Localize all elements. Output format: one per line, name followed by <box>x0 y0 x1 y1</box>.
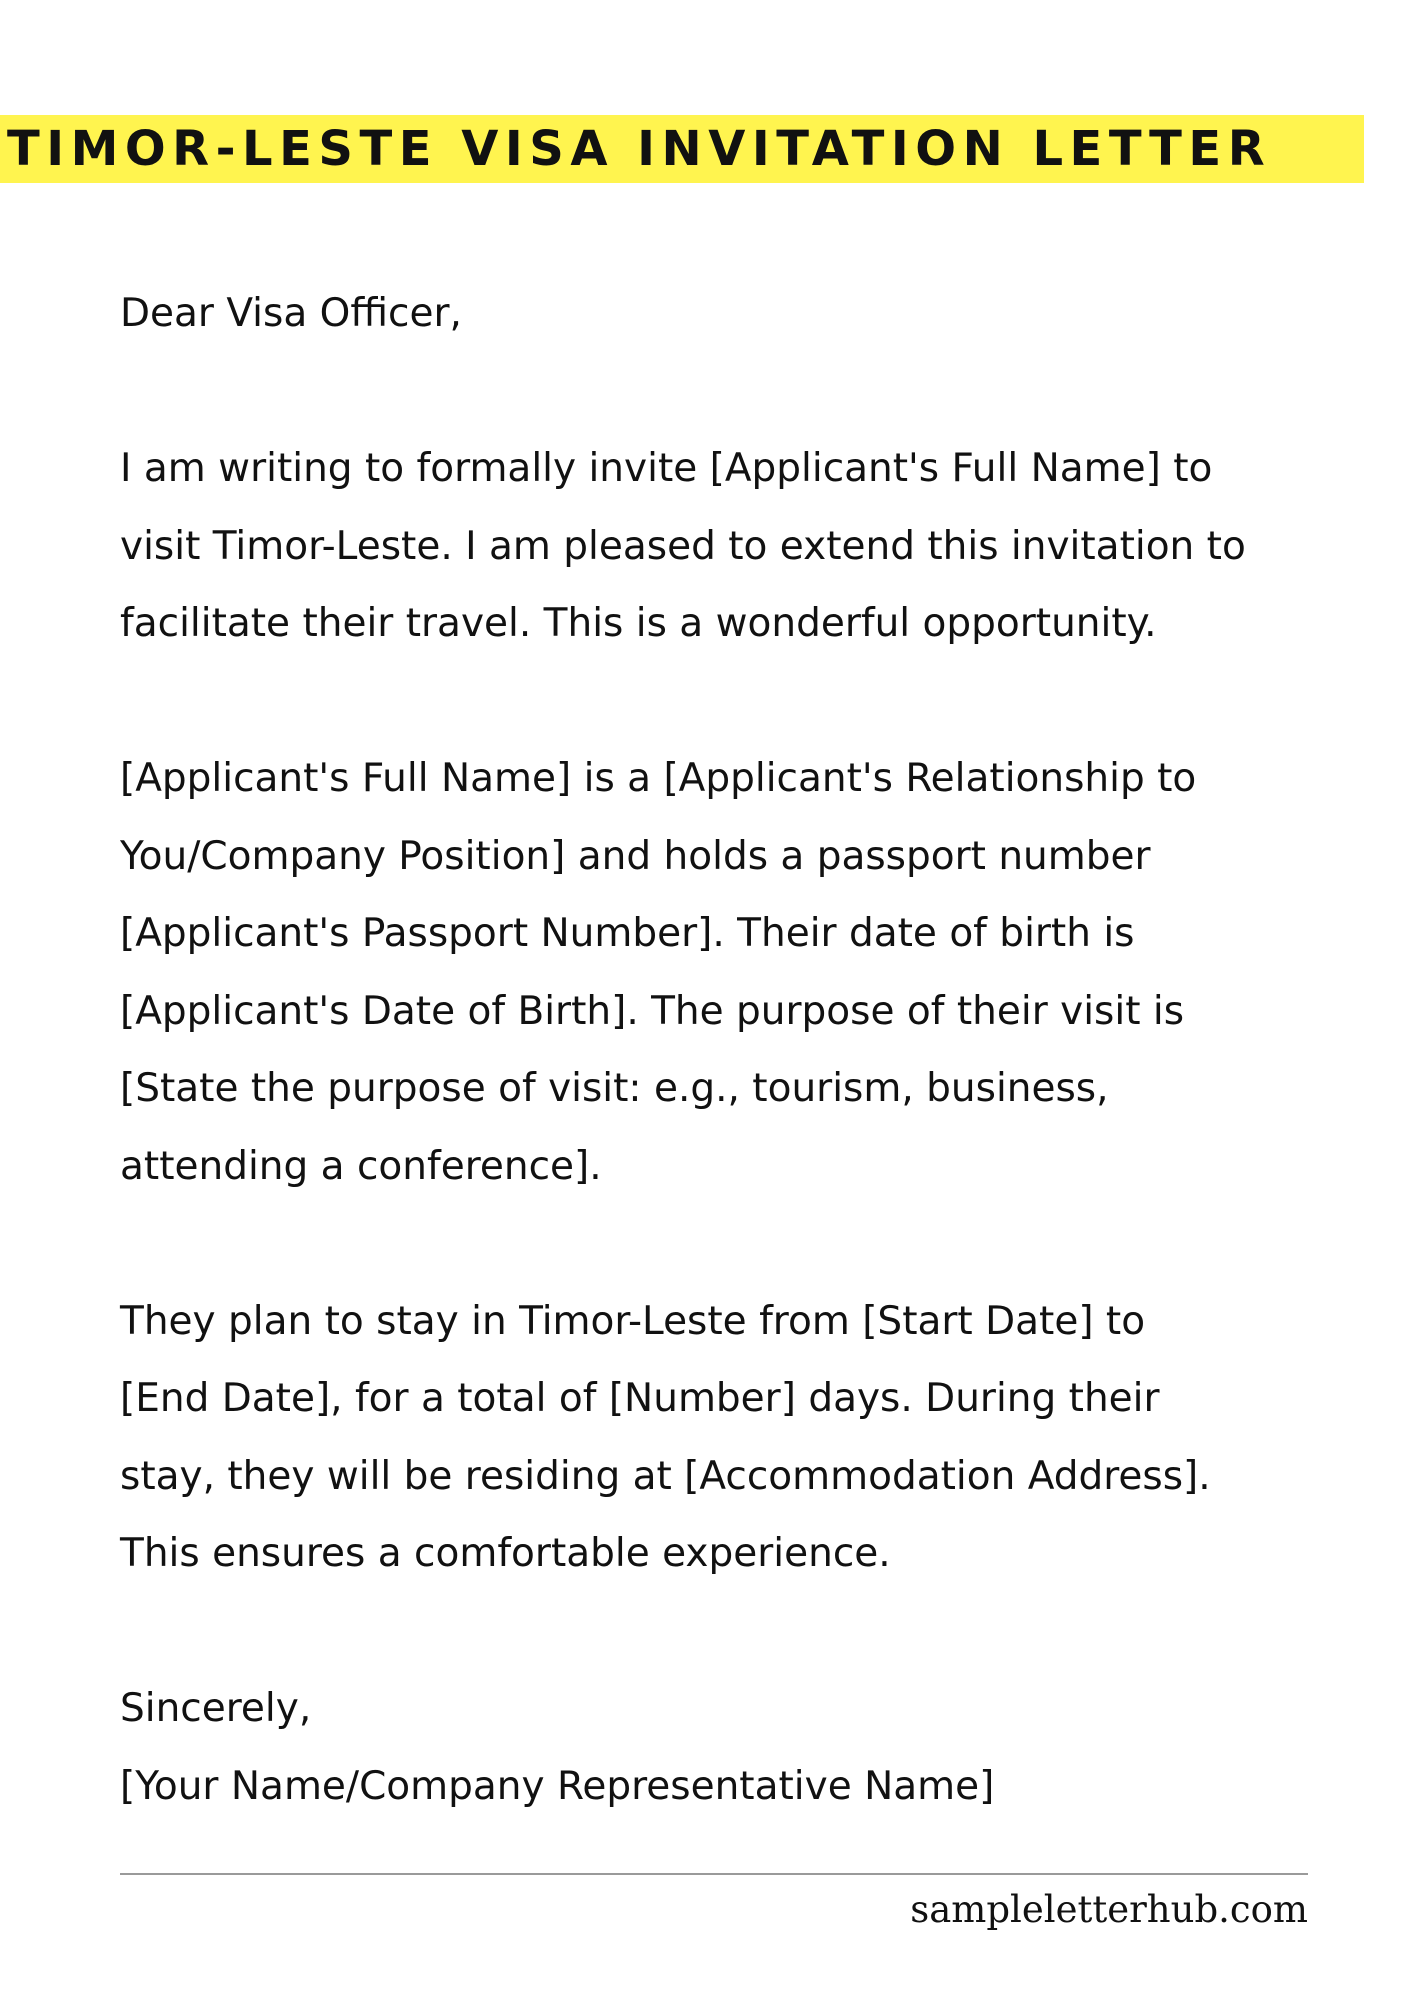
paragraph-line: [Applicant's Passport Number]. Their date of birth is <box>120 911 1135 956</box>
paragraph-line: facilitate their travel. This is a wonderful opportunity. <box>120 601 1157 646</box>
paragraph-line: visit Timor-Leste. I am pleased to extend this invitation to <box>120 523 1246 569</box>
salutation: Dear Visa Officer, <box>120 291 462 336</box>
page-title: TIMOR-LESTE VISA INVITATION LETTER <box>7 121 1272 177</box>
paragraph-2 <box>120 740 1370 1205</box>
letter-body <box>120 275 1370 1825</box>
closing: Sincerely, <box>120 1686 312 1731</box>
footer-divider <box>120 1873 1308 1875</box>
paragraph-line: stay, they will be residing at [Accommodation Address]. <box>120 1453 1211 1499</box>
paragraph-1 <box>120 430 1370 663</box>
paragraph-line: You/Company Position] and holds a passport number <box>120 833 1151 879</box>
paragraph-line: [End Date], for a total of [Number] days. During their <box>120 1376 1160 1421</box>
paragraph-line: attending a conference]. <box>120 1143 602 1189</box>
salutation-block <box>120 275 1370 353</box>
paragraph-3 <box>120 1283 1370 1593</box>
paragraph-line: This ensures a comfortable experience. <box>120 1531 891 1576</box>
signature-name: [Your Name/Company Representative Name] <box>120 1763 995 1809</box>
signoff-block <box>120 1670 1370 1825</box>
paragraph-line: I am writing to formally invite [Applicant's Full Name] to <box>120 446 1213 491</box>
paragraph-line: [State the purpose of visit: e.g., tourism, business, <box>120 1066 1109 1111</box>
paragraph-line: They plan to stay in Timor-Leste from [Start Date] to <box>120 1298 1146 1344</box>
paragraph-line: [Applicant's Full Name] is a [Applicant's Relationship to <box>120 756 1197 801</box>
footer-website: sampleletterhub.com <box>910 1888 1308 1931</box>
paragraph-line: [Applicant's Date of Birth]. The purpose of their visit is <box>120 988 1185 1034</box>
